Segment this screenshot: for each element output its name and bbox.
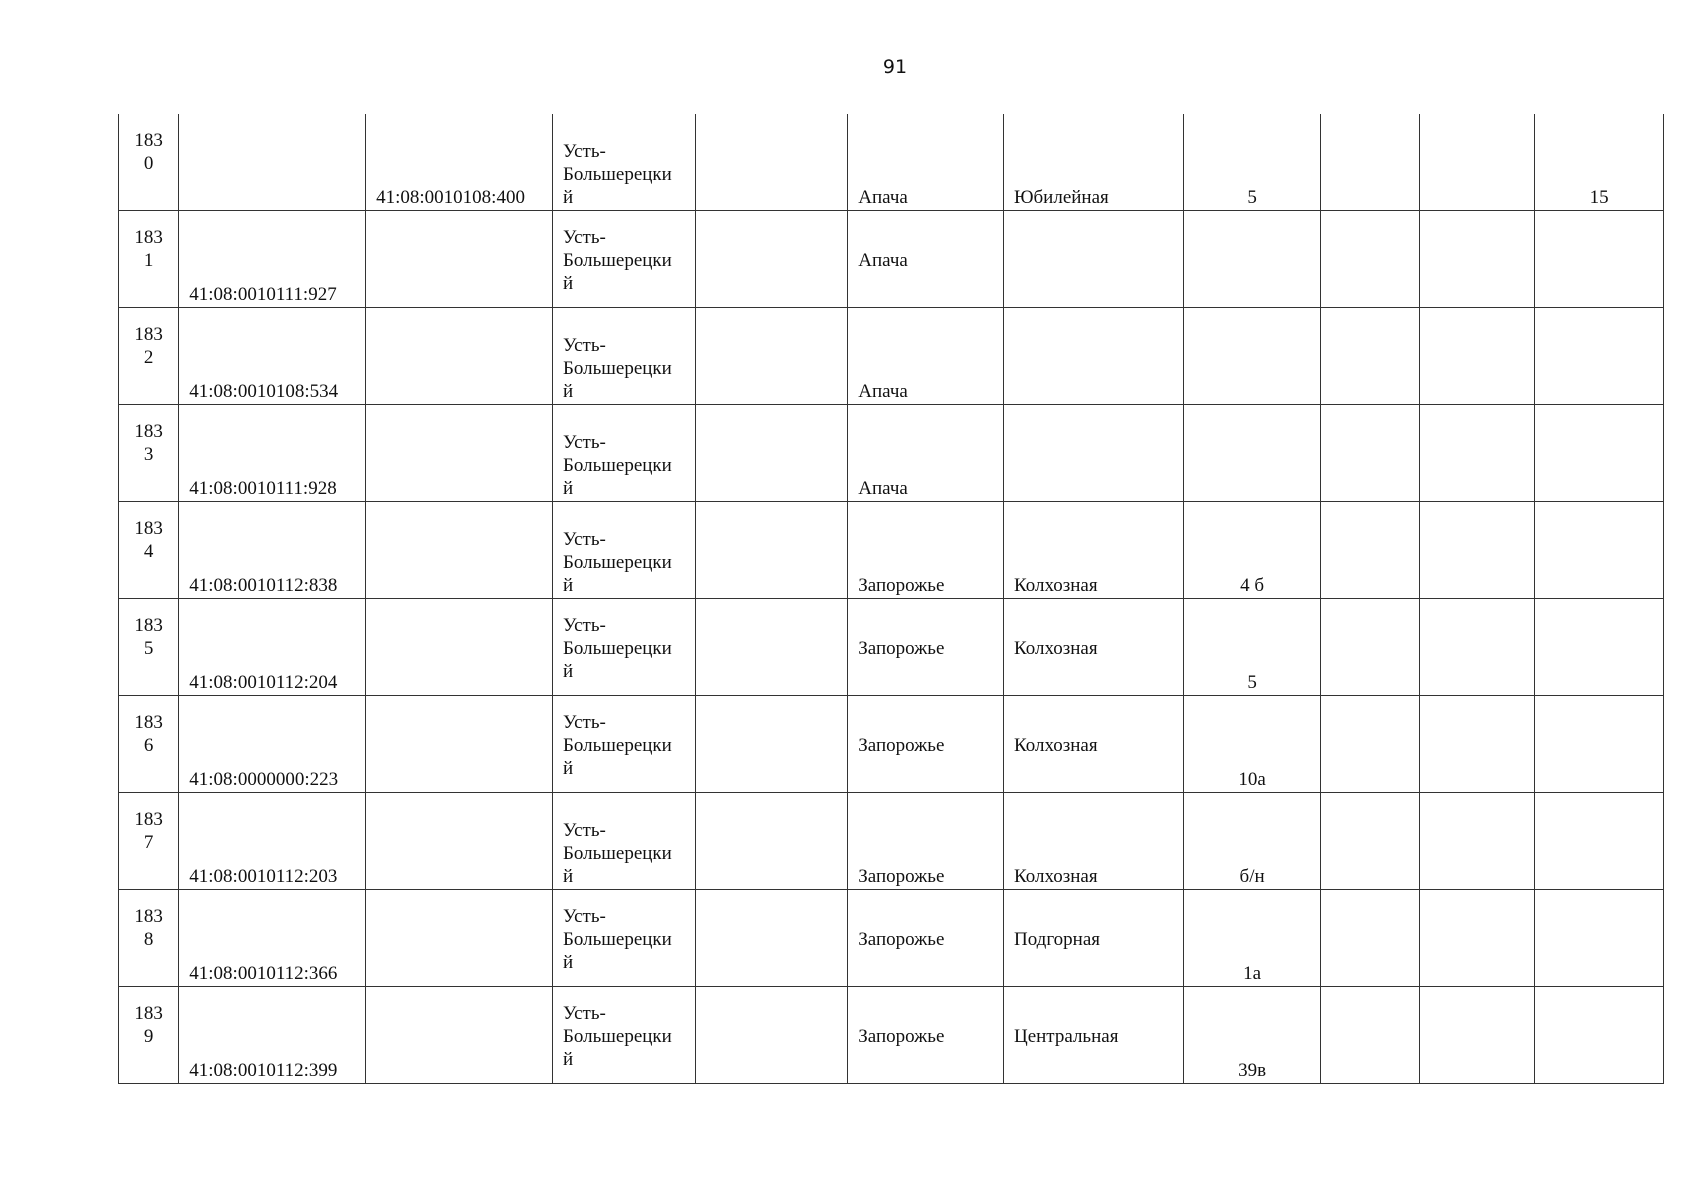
row-number-part: 183 [134, 906, 163, 927]
district-line: й [562, 952, 574, 973]
table-row [119, 211, 1664, 308]
empty-cell [695, 211, 848, 308]
house-number: 10а [1238, 769, 1266, 790]
district-line: Большерецки [562, 843, 672, 864]
table-row [119, 114, 1664, 211]
table-row [119, 308, 1664, 405]
cadastral-number-alt: 41:08:0010108:400 [376, 187, 525, 208]
empty-cell [1419, 211, 1535, 308]
cadastral-number-cell [179, 114, 366, 211]
table-row [119, 890, 1664, 987]
street-cell [1003, 890, 1183, 987]
district-line: Усть- [562, 529, 606, 550]
row-number-part: 183 [134, 227, 163, 248]
locality: Апача [858, 250, 908, 271]
cadastral-number: 41:08:0000000:223 [189, 769, 339, 790]
empty-cell [1321, 211, 1419, 308]
cadastral-number: 41:08:0010111:927 [189, 284, 337, 305]
district-cell [552, 890, 695, 987]
table-row [119, 599, 1664, 696]
cadastral-number: 41:08:0010112:366 [189, 963, 338, 984]
row-number-part: 183 [134, 712, 163, 733]
empty-cell [1321, 890, 1419, 987]
cadastral-number: 41:08:0010112:399 [189, 1060, 338, 1081]
district-line: Усть- [562, 906, 606, 927]
street: Центральная [1013, 1026, 1119, 1047]
district-line: й [562, 273, 574, 294]
locality: Запорожье [858, 866, 945, 887]
district-line: й [562, 381, 574, 402]
locality: Запорожье [858, 929, 945, 950]
last-value-cell [1535, 211, 1664, 308]
district-line: й [562, 661, 574, 682]
district-line: Большерецки [562, 929, 672, 950]
locality: Запорожье [858, 735, 945, 756]
empty-cell [695, 793, 848, 890]
street: Колхозная [1013, 575, 1098, 596]
district-line: Большерецки [562, 552, 672, 573]
row-number-part: 4 [143, 541, 154, 562]
last-value-cell [1535, 987, 1664, 1084]
table-row [119, 405, 1664, 502]
row-number-part: 5 [143, 638, 154, 659]
district-line: й [562, 187, 574, 208]
empty-cell [1419, 793, 1535, 890]
row-number-cell [119, 890, 179, 987]
district-line: й [562, 575, 574, 596]
last-value-cell [1535, 405, 1664, 502]
district-line: Большерецки [562, 1026, 672, 1047]
row-number-cell [119, 793, 179, 890]
house-number: 5 [1247, 187, 1257, 208]
empty-cell [695, 599, 848, 696]
district-cell [552, 211, 695, 308]
cadastral-number-cell [179, 502, 366, 599]
empty-cell [695, 890, 848, 987]
row-number-part: 3 [143, 444, 154, 465]
empty-cell [695, 114, 848, 211]
locality-cell [848, 211, 1004, 308]
row-number-part: 183 [134, 324, 163, 345]
district-line: Усть- [562, 432, 606, 453]
cadastral-number: 41:08:0010111:928 [189, 478, 337, 499]
last-value-cell [1535, 793, 1664, 890]
row-number-cell [119, 211, 179, 308]
street-cell [1003, 599, 1183, 696]
street: Колхозная [1013, 735, 1098, 756]
empty-cell [695, 696, 848, 793]
cadastral-number-alt [376, 1082, 542, 1083]
row-number-part: 9 [143, 1026, 154, 1047]
street-cell [1003, 502, 1183, 599]
locality-cell [848, 599, 1004, 696]
empty-cell [1419, 890, 1535, 987]
locality-cell [848, 114, 1004, 211]
cadastral-number: 41:08:0010112:838 [189, 575, 338, 596]
district-line: Усть- [562, 615, 606, 636]
locality: Апача [858, 478, 908, 499]
row-number-part: 1 [143, 250, 154, 271]
locality-cell [848, 405, 1004, 502]
district-cell [552, 502, 695, 599]
street: Колхозная [1013, 638, 1098, 659]
row-number-part: 7 [143, 832, 154, 853]
empty-cell [695, 405, 848, 502]
row-number-part: 0 [143, 153, 154, 174]
empty-cell [1321, 696, 1419, 793]
cadastral-number-alt-cell [366, 890, 553, 987]
last-value-cell [1535, 308, 1664, 405]
house-cell [1183, 890, 1321, 987]
district-line: Усть- [562, 820, 606, 841]
cadastral-number: 41:08:0010112:203 [189, 866, 338, 887]
cadastral-number-cell [179, 308, 366, 405]
cadastral-number-cell [179, 793, 366, 890]
cadastral-number-cell [179, 890, 366, 987]
empty-cell [1321, 987, 1419, 1084]
cadastral-number: 41:08:0010112:204 [189, 672, 338, 693]
district-cell [552, 308, 695, 405]
locality: Апача [858, 187, 908, 208]
district-cell [552, 599, 695, 696]
district-line: Большерецки [562, 455, 672, 476]
locality-cell [848, 987, 1004, 1084]
empty-cell [1321, 114, 1419, 211]
empty-cell [695, 987, 848, 1084]
house-cell [1183, 502, 1321, 599]
cadastral-number-alt-cell [366, 793, 553, 890]
cadastral-number-alt-cell [366, 502, 553, 599]
locality: Запорожье [858, 575, 945, 596]
cadastral-number-cell [179, 987, 366, 1084]
district-cell [552, 405, 695, 502]
row-number-cell [119, 114, 179, 211]
row-number-part: 183 [134, 1003, 163, 1024]
last-value-cell [1535, 502, 1664, 599]
row-number-part: 183 [134, 518, 163, 539]
table-row [119, 502, 1664, 599]
house-cell [1183, 114, 1321, 211]
house-cell [1183, 793, 1321, 890]
row-number-part: 183 [134, 421, 163, 442]
district-line: й [562, 758, 574, 779]
cadastral-number-alt-cell [366, 114, 553, 211]
row-number-cell [119, 987, 179, 1084]
registry-table [118, 114, 1664, 1084]
empty-cell [1419, 502, 1535, 599]
row-number-part: 183 [134, 615, 163, 636]
cadastral-number-alt-cell [366, 599, 553, 696]
district-line: Усть- [562, 335, 606, 356]
empty-cell [1419, 987, 1535, 1084]
district-cell [552, 114, 695, 211]
street-cell [1003, 405, 1183, 502]
empty-cell [1419, 405, 1535, 502]
locality-cell [848, 502, 1004, 599]
district-line: й [562, 866, 574, 887]
empty-cell [1419, 308, 1535, 405]
last-value-cell [1535, 890, 1664, 987]
last-value: 15 [1589, 187, 1609, 208]
district-cell [552, 696, 695, 793]
house-number: 4 б [1240, 575, 1265, 596]
row-number-cell [119, 405, 179, 502]
row-number-part: 183 [134, 809, 163, 830]
cadastral-number-cell [179, 599, 366, 696]
district-line: Большерецки [562, 735, 672, 756]
locality: Апача [858, 381, 908, 402]
street-cell [1003, 114, 1183, 211]
cadastral-number-alt-cell [366, 696, 553, 793]
street-cell [1003, 308, 1183, 405]
district-line: Большерецки [562, 358, 672, 379]
street-cell [1003, 211, 1183, 308]
table-row [119, 793, 1664, 890]
empty-cell [1321, 308, 1419, 405]
district-cell [552, 793, 695, 890]
locality-cell [848, 793, 1004, 890]
empty-cell [1321, 599, 1419, 696]
district-line: Большерецки [562, 250, 672, 271]
table-body [119, 114, 1664, 1084]
district-line: Усть- [562, 141, 606, 162]
cadastral-number-cell [179, 696, 366, 793]
cadastral-number: 41:08:0010108:534 [189, 381, 339, 402]
district-line: Большерецки [562, 164, 672, 185]
last-value-cell [1535, 114, 1664, 211]
district-line: Усть- [562, 712, 606, 733]
house-number: 5 [1247, 672, 1257, 693]
cadastral-number-alt-cell [366, 211, 553, 308]
last-value [1545, 1082, 1653, 1083]
house-number: 39в [1238, 1060, 1267, 1081]
street-cell [1003, 987, 1183, 1084]
empty-cell [1321, 405, 1419, 502]
empty-cell [695, 308, 848, 405]
house-number: б/н [1239, 866, 1265, 887]
house-cell [1183, 308, 1321, 405]
cadastral-number-cell [179, 405, 366, 502]
locality-cell [848, 308, 1004, 405]
house-cell [1183, 599, 1321, 696]
empty-cell [1419, 114, 1535, 211]
row-number-part: 6 [143, 735, 154, 756]
street-cell [1003, 793, 1183, 890]
street: Подгорная [1013, 929, 1100, 950]
house-cell [1183, 405, 1321, 502]
district-line: Усть- [562, 227, 606, 248]
locality: Запорожье [858, 1026, 945, 1047]
row-number-cell [119, 502, 179, 599]
empty-cell [695, 502, 848, 599]
cadastral-number-alt-cell [366, 308, 553, 405]
last-value-cell [1535, 599, 1664, 696]
table-row [119, 696, 1664, 793]
street: Юбилейная [1013, 187, 1109, 208]
row-number-cell [119, 599, 179, 696]
row-number-cell [119, 696, 179, 793]
district-line: Усть- [562, 1003, 606, 1024]
district-cell [552, 987, 695, 1084]
house-number: 1а [1243, 963, 1262, 984]
locality-cell [848, 890, 1004, 987]
last-value-cell [1535, 696, 1664, 793]
empty-cell [1321, 502, 1419, 599]
locality: Запорожье [858, 638, 945, 659]
cadastral-number-alt-cell [366, 405, 553, 502]
row-number-part: 8 [143, 929, 154, 950]
empty-cell [1419, 696, 1535, 793]
cadastral-number-cell [179, 211, 366, 308]
street: Колхозная [1013, 866, 1098, 887]
locality-cell [848, 696, 1004, 793]
house-cell [1183, 987, 1321, 1084]
empty-cell [1321, 793, 1419, 890]
row-number-part: 183 [134, 130, 163, 151]
district-line: й [562, 1049, 574, 1070]
district-line: й [562, 478, 574, 499]
street-cell [1003, 696, 1183, 793]
page-number: 91 [882, 56, 908, 78]
empty-cell [1419, 599, 1535, 696]
house-cell [1183, 696, 1321, 793]
table-row [119, 987, 1664, 1084]
house-cell [1183, 211, 1321, 308]
row-number-cell [119, 308, 179, 405]
district-line: Большерецки [562, 638, 672, 659]
row-number-part: 2 [143, 347, 154, 368]
cadastral-number-alt-cell [366, 987, 553, 1084]
